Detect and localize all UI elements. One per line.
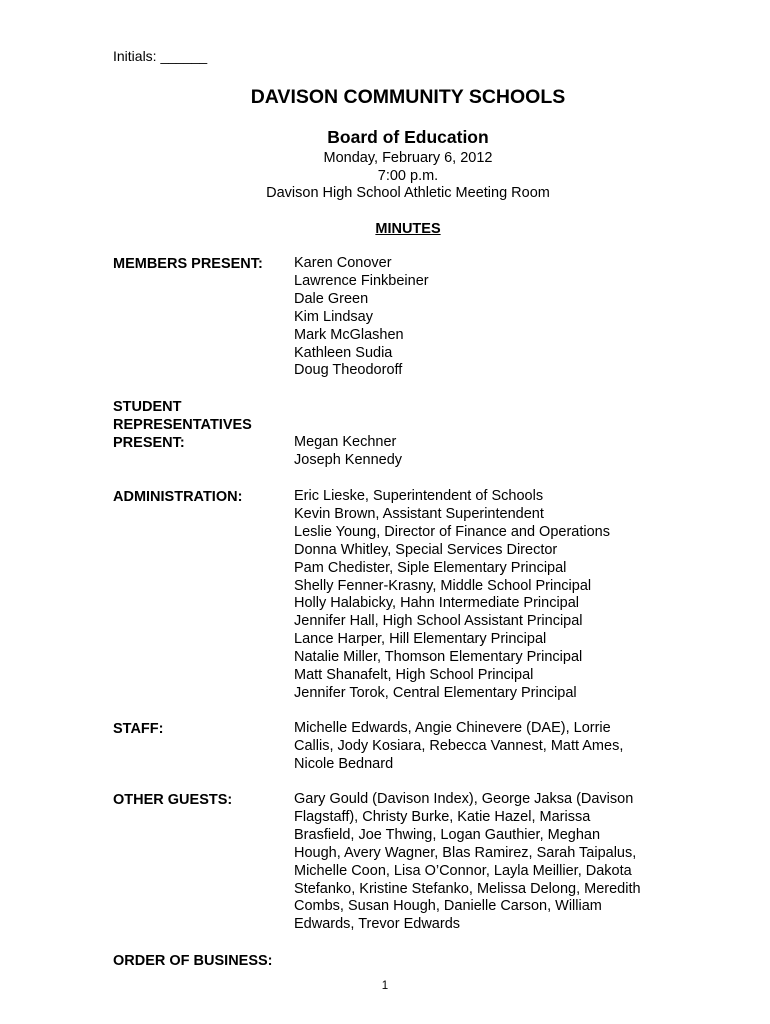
- list-item: Jennifer Torok, Central Elementary Principal: [294, 684, 577, 701]
- list-item: Dale Green: [294, 290, 369, 307]
- list-item: Natalie Miller, Thomson Elementary Principal: [294, 649, 583, 666]
- list-item: Brasfield, Joe Thwing, Logan Gauthier, Meghan: [294, 826, 601, 843]
- minutes-label: MINUTES: [375, 221, 441, 237]
- list-item: Pam Chedister, Siple Elementary Principal: [294, 559, 567, 576]
- administration-list: [294, 488, 610, 703]
- student-reps-list: [294, 434, 402, 470]
- list-item: Stefanko, Kristine Stefanko, Melissa Delong, Meredith: [294, 880, 641, 897]
- staff-list: [294, 720, 623, 774]
- list-item: Kathleen Sudia: [294, 344, 393, 361]
- list-item: Michelle Edwards, Angie Chinevere (DAE), Lorrie: [294, 720, 611, 736]
- board-subtitle: Board of Education: [327, 127, 489, 147]
- document-type-heading: [0, 220, 770, 238]
- list-item: Gary Gould (Davison Index), George Jaksa (Davison: [294, 791, 634, 807]
- meeting-time: 7:00 p.m.: [377, 168, 439, 184]
- list-item: Combs, Susan Hough, Danielle Carson, William: [294, 898, 602, 915]
- list-item: Lance Harper, Hill Elementary Principal: [294, 631, 547, 648]
- student-reps-label-line1: STUDENT: [113, 399, 182, 415]
- list-item: Kim Lindsay: [294, 308, 373, 325]
- list-item: Megan Kechner: [294, 434, 397, 450]
- list-item: Kevin Brown, Assistant Superintendent: [294, 505, 544, 522]
- list-item: Jennifer Hall, High School Assistant Principal: [294, 613, 583, 630]
- meeting-location: Davison High School Athletic Meeting Room: [266, 185, 550, 201]
- list-item: Lawrence Finkbeiner: [294, 272, 429, 289]
- list-item: Edwards, Trevor Edwards: [294, 916, 461, 933]
- list-item: Joseph Kennedy: [294, 451, 403, 468]
- list-item: Flagstaff), Christy Burke, Katie Hazel, Marissa: [294, 808, 591, 825]
- organization-title: DAVISON COMMUNITY SCHOOLS: [250, 86, 566, 108]
- list-item: Hough, Avery Wagner, Blas Ramirez, Sarah Taipalus,: [294, 844, 637, 861]
- staff-label: STAFF:: [113, 721, 164, 737]
- administration-label: ADMINISTRATION:: [113, 489, 243, 505]
- members-present-list: [294, 255, 429, 380]
- list-item: Nicole Bednard: [294, 755, 394, 772]
- page-number: 1: [381, 980, 389, 992]
- other-guests-label: OTHER GUESTS:: [113, 792, 233, 808]
- order-of-business-label: ORDER OF BUSINESS:: [113, 953, 273, 969]
- list-item: Matt Shanafelt, High School Principal: [294, 667, 534, 684]
- list-item: Callis, Jody Kosiara, Rebecca Vannest, Matt Ames,: [294, 737, 624, 754]
- list-item: Mark McGlashen: [294, 326, 404, 343]
- other-guests-list: [294, 791, 641, 934]
- list-item: Shelly Fenner-Krasny, Middle School Principal: [294, 577, 592, 594]
- list-item: Michelle Coon, Lisa O’Connor, Layla Meillier, Dakota: [294, 862, 632, 879]
- list-item: Karen Conover: [294, 255, 392, 271]
- members-present-label: MEMBERS PRESENT:: [113, 256, 263, 272]
- list-item: Donna Whitley, Special Services Director: [294, 541, 558, 558]
- list-item: Leslie Young, Director of Finance and Operations: [294, 523, 610, 540]
- list-item: Doug Theodoroff: [294, 362, 403, 379]
- meeting-date: Monday, February 6, 2012: [323, 150, 493, 166]
- list-item: Eric Lieske, Superintendent of Schools: [294, 488, 544, 504]
- student-reps-label-line2: REPRESENTATIVES: [113, 417, 252, 433]
- initials-field: Initials: ______: [113, 48, 208, 64]
- list-item: Holly Halabicky, Hahn Intermediate Principal: [294, 595, 580, 612]
- student-reps-label-line3: PRESENT:: [113, 435, 185, 451]
